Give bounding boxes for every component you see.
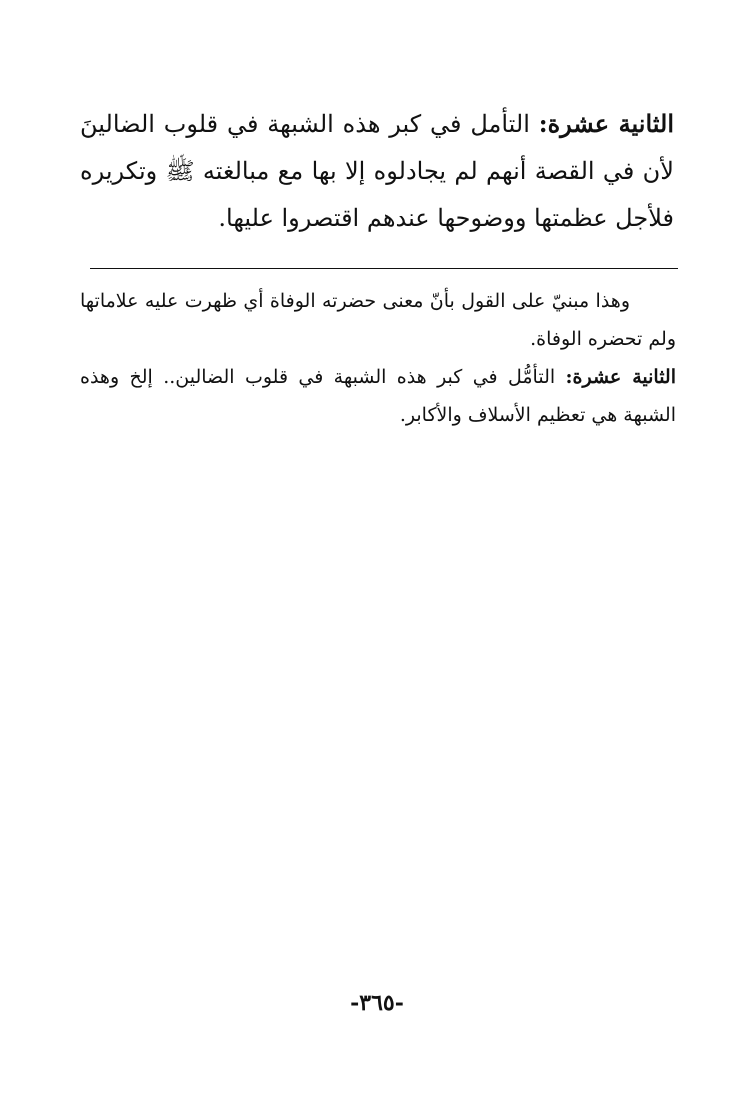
footnote-2	[80, 358, 676, 434]
footnote-2-heading: الثانية عشرة:	[565, 366, 676, 388]
page-number: -٣٦٥-	[350, 990, 404, 1016]
paragraph-body: التأمل في كبر هذه الشبهة في قلوب الضالينَ لأن في القصة أنهم لم يجادلوه إلا بها مع مبالغته ﷺ وتكريره فلأجل عظمتها ووضوحها عندهم اقتصروا عليها.	[80, 110, 674, 232]
footnote-1: وهذا مبنيّ على القول بأنّ معنى حضرته الوفاة أي ظهرت عليه علاماتها ولم تحضره الوفاة.	[80, 290, 676, 350]
footnotes-section	[80, 282, 676, 434]
main-paragraph	[80, 100, 674, 242]
footnote-separator	[90, 268, 678, 269]
footnote-2-body: التأمُّل في كبر هذه الشبهة في قلوب الضالين.. إلخ وهذه الشبهة هي تعظيم الأسلاف والأكابر.	[80, 366, 676, 426]
paragraph-heading: الثانية عشرة:	[538, 109, 674, 138]
